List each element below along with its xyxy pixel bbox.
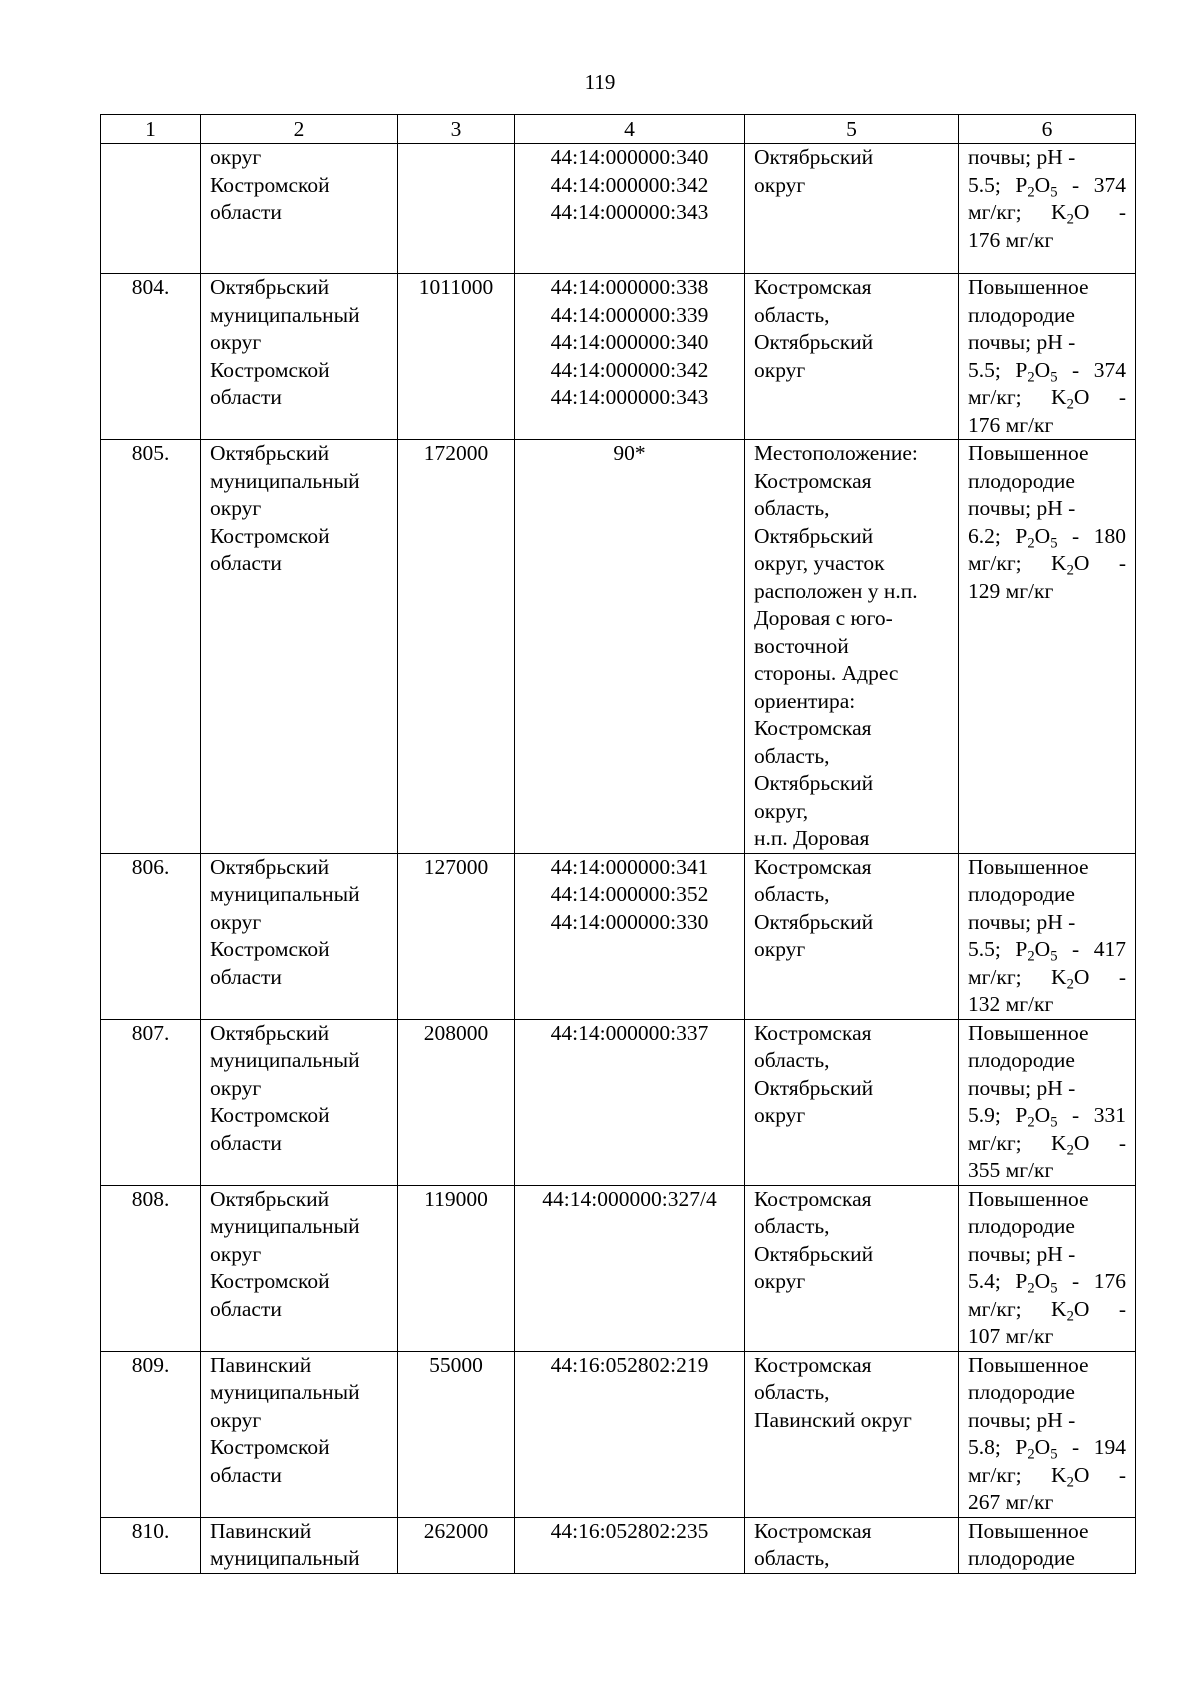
municipality-line: Октябрьский [210, 854, 330, 879]
k2o-value: 176 [968, 412, 1001, 437]
location-line: округ [754, 937, 806, 961]
municipality-line: области [210, 551, 282, 575]
p2o5-value: 374 [1093, 357, 1126, 382]
municipality-line: округ [210, 330, 262, 354]
dash: - [1072, 357, 1080, 382]
location-cell [745, 1185, 959, 1351]
location-line: Костромская [754, 1186, 872, 1211]
unit: мг/кг [1005, 1324, 1054, 1348]
ph-line [968, 329, 1126, 357]
k2o-value: 129 [968, 578, 1001, 603]
cadastral-number: 44:14:000000:343 [550, 385, 709, 409]
fertility-title: Повышенное плодородие [968, 854, 1089, 906]
fertility-cell [959, 1019, 1136, 1185]
municipality-line: муниципальный [210, 1214, 360, 1238]
area-cell [398, 274, 515, 440]
area-cell [398, 1019, 515, 1185]
ph-line [968, 909, 1126, 937]
municipality-line: Октябрьский [210, 1020, 330, 1045]
unit: мг/кг [1005, 227, 1054, 252]
table-row [101, 1517, 1136, 1573]
municipality-line: округ [210, 1407, 262, 1432]
p2o5-value: 194 [1093, 1435, 1126, 1459]
header-col-1: 1 [101, 115, 201, 144]
ph-prefix: почвы; pH - [968, 330, 1076, 354]
municipality-line: Октябрьский [210, 275, 330, 299]
k2o-value: 132 [968, 992, 1001, 1016]
municipality-line: Костромской [210, 523, 330, 548]
row-number-cell [101, 1185, 201, 1351]
fertility-title: Повышенное плодородие [968, 1186, 1089, 1238]
cadastral-number: 44:14:000000:338 [550, 275, 709, 299]
location-line: Октябрьский [754, 771, 874, 795]
location-line: Костромская [754, 1518, 872, 1543]
fertility-cell [959, 1185, 1136, 1351]
municipality-line: муниципальный [210, 1546, 360, 1570]
municipality-cell [201, 274, 398, 440]
location-line: округ, [754, 798, 809, 823]
k2o-value-line [968, 227, 1126, 255]
ph-value: 5.9; [968, 1103, 1001, 1127]
ph-prefix: почвы; pH - [968, 1241, 1076, 1266]
ph-line [968, 1075, 1126, 1103]
municipality-line: области [210, 385, 282, 409]
location-cell [745, 1351, 959, 1517]
k2o-line [968, 1462, 1126, 1490]
location-line: н.п. Доровая [754, 826, 870, 850]
k2o-value-line [968, 1323, 1126, 1351]
location-line: округ [754, 357, 806, 382]
p2o5-label: $P_2O_5$ [1015, 937, 1058, 965]
area-cell [398, 144, 515, 274]
row-number: 807. [131, 1020, 170, 1045]
location-line: Октябрьский [754, 909, 874, 934]
location-line: округ [754, 172, 806, 197]
location-line: Костромская [754, 716, 872, 740]
municipality-line: округ [210, 496, 262, 520]
fertility-title: Повышенное плодородие [968, 1518, 1089, 1570]
cadastral-number: 44:14:000000:337 [550, 1020, 709, 1045]
cadastral-cell [515, 1351, 745, 1517]
unit: мг/кг [1005, 1490, 1054, 1514]
municipality-line: Октябрьский [210, 1186, 330, 1211]
unit: мг/кг; [968, 200, 1022, 224]
cadastral-number: 44:14:000000:340 [550, 330, 709, 354]
municipality-cell [201, 1019, 398, 1185]
k2o-label: $K_2O$ [1051, 551, 1090, 579]
k2o-label: $K_2O$ [1051, 964, 1090, 992]
location-line: Костромская [754, 275, 872, 299]
municipality-cell [201, 1351, 398, 1517]
location-line: ориентира: [754, 688, 856, 713]
location-line: округ [754, 1103, 806, 1127]
dash: - [1072, 1435, 1080, 1459]
location-line: Костромская [754, 468, 872, 493]
area-value: 172000 [423, 441, 489, 465]
municipality-line: округ [210, 145, 262, 169]
p2o5-value: 176 [1093, 1269, 1126, 1293]
municipality-line: Костромской [210, 1269, 330, 1293]
cadastral-cell [515, 274, 745, 440]
ph-prefix: почвы; pH - [968, 1075, 1076, 1100]
municipality-line: Костромской [210, 1435, 330, 1459]
area-cell [398, 1351, 515, 1517]
table-row [101, 274, 1136, 440]
row-number: 810. [131, 1518, 170, 1543]
municipality-line: области [210, 1462, 282, 1487]
cadastral-number: 44:14:000000:342 [550, 172, 709, 197]
k2o-value-line [968, 991, 1126, 1019]
k2o-value-line [968, 412, 1126, 440]
fertility-cell [959, 1517, 1136, 1573]
dash: - [1118, 1130, 1126, 1155]
area-value: 1011000 [418, 275, 494, 299]
k2o-value: 107 [968, 1324, 1001, 1348]
unit: мг/кг [1005, 1158, 1054, 1182]
k2o-value: 267 [968, 1490, 1001, 1514]
location-cell [745, 1517, 959, 1573]
cadastral-cell [515, 1185, 745, 1351]
land-plots-table [100, 114, 1136, 1574]
municipality-line: муниципальный [210, 1380, 360, 1404]
cadastral-number: 44:14:000000:352 [550, 882, 709, 906]
unit: мг/кг [1005, 412, 1054, 437]
k2o-line [968, 1130, 1126, 1158]
location-line: Костромская [754, 1352, 872, 1377]
k2o-value-line [968, 578, 1126, 606]
table-header-row [101, 115, 1136, 144]
location-cell [745, 274, 959, 440]
ph-line [968, 1241, 1126, 1269]
table-row [101, 1185, 1136, 1351]
row-number-cell [101, 853, 201, 1019]
cadastral-cell [515, 440, 745, 854]
ph-p2o5-line [968, 523, 1126, 551]
ph-p2o5-line [968, 1102, 1126, 1130]
p2o5-value: 180 [1093, 523, 1126, 548]
location-line: Октябрьский [754, 330, 874, 354]
cadastral-number: 44:16:052802:235 [550, 1518, 709, 1543]
p2o5-label: $P_2O_5$ [1015, 172, 1058, 200]
row-number: 808. [131, 1186, 170, 1211]
cadastral-number: 44:14:000000:340 [550, 145, 709, 169]
unit: мг/кг [1005, 578, 1054, 603]
k2o-line [968, 384, 1126, 412]
fertility-cell [959, 440, 1136, 854]
p2o5-label: $P_2O_5$ [1015, 1435, 1058, 1463]
unit: мг/кг; [968, 964, 1022, 989]
k2o-value: 176 [968, 227, 1001, 252]
header-col-4: 4 [515, 115, 745, 144]
row-number: 806. [131, 854, 170, 879]
municipality-line: области [210, 200, 282, 224]
area-value: 262000 [423, 1518, 489, 1543]
dash: - [1118, 964, 1126, 989]
location-line: Доровая с юго- [754, 606, 893, 630]
unit: мг/кг; [968, 385, 1022, 409]
location-cell [745, 440, 959, 854]
municipality-line: муниципальный [210, 302, 360, 327]
row-number-cell [101, 440, 201, 854]
cadastral-cell [515, 1517, 745, 1573]
ph-p2o5-line [968, 936, 1126, 964]
location-line: Костромская [754, 854, 872, 879]
location-line: Октябрьский [754, 523, 874, 548]
municipality-line: Павинский [210, 1352, 312, 1377]
municipality-line: муниципальный [210, 468, 360, 493]
dash: - [1118, 1296, 1126, 1321]
k2o-label: $K_2O$ [1051, 200, 1090, 228]
k2o-line [968, 550, 1126, 578]
dash: - [1072, 172, 1080, 197]
header-col-5: 5 [745, 115, 959, 144]
dash: - [1072, 1269, 1080, 1293]
fertility-title: Повышенное плодородие [968, 441, 1089, 493]
p2o5-label: $P_2O_5$ [1015, 523, 1058, 551]
area-cell [398, 1185, 515, 1351]
ph-value: 5.5; [968, 357, 1001, 382]
k2o-value-line [968, 1157, 1126, 1185]
table-row [101, 853, 1136, 1019]
area-value: 55000 [429, 1352, 483, 1377]
municipality-line: Костромской [210, 937, 330, 961]
ph-prefix: почвы; pH - [968, 496, 1076, 520]
area-value: 127000 [423, 854, 489, 879]
table-row [101, 440, 1136, 854]
k2o-line [968, 964, 1126, 992]
location-line: Октябрьский [754, 1075, 874, 1100]
k2o-line [968, 1296, 1126, 1324]
cadastral-number: 44:14:000000:327/4 [542, 1186, 717, 1211]
municipality-line: округ [210, 1075, 262, 1100]
area-value: 208000 [423, 1020, 489, 1045]
header-col-2: 2 [201, 115, 398, 144]
municipality-line: Костромской [210, 1103, 330, 1127]
location-line: Павинский округ [754, 1407, 912, 1432]
k2o-value-line [968, 1489, 1126, 1517]
p2o5-label: $P_2O_5$ [1015, 357, 1058, 385]
fertility-title: Повышенное плодородие [968, 275, 1089, 327]
dash: - [1118, 200, 1126, 224]
location-line: Октябрьский [754, 145, 874, 169]
page-number: 119 [584, 70, 616, 94]
cadastral-number: 44:14:000000:343 [550, 200, 709, 224]
ph-line [968, 144, 1126, 172]
location-line: область, [754, 1546, 830, 1570]
dash: - [1072, 937, 1080, 961]
header-col-6: 6 [959, 115, 1136, 144]
k2o-line [968, 199, 1126, 227]
row-number-cell [101, 144, 201, 274]
ph-line [968, 1407, 1126, 1435]
cadastral-cell [515, 853, 745, 1019]
unit: мг/кг; [968, 1130, 1022, 1155]
header-col-3: 3 [398, 115, 515, 144]
location-cell [745, 144, 959, 274]
ph-value: 5.5; [968, 172, 1001, 197]
ph-value: 6.2; [968, 523, 1001, 548]
cadastral-cell [515, 1019, 745, 1185]
area-cell [398, 1517, 515, 1573]
p2o5-value: 374 [1093, 172, 1126, 197]
municipality-cell [201, 1185, 398, 1351]
municipality-line: области [210, 964, 282, 989]
ph-value: 5.8; [968, 1435, 1001, 1459]
fertility-cell [959, 853, 1136, 1019]
table-row [101, 1019, 1136, 1185]
fertility-cell [959, 274, 1136, 440]
row-number-cell [101, 1517, 201, 1573]
location-line: область, [754, 496, 830, 520]
location-line: Октябрьский [754, 1241, 874, 1266]
location-line: Местоположение: [754, 441, 918, 465]
location-line: округ, участок [754, 551, 885, 575]
municipality-line: округ [210, 909, 262, 934]
municipality-line: муниципальный [210, 882, 360, 906]
table-row [101, 1351, 1136, 1517]
location-line: округ [754, 1269, 806, 1293]
p2o5-label: $P_2O_5$ [1015, 1269, 1058, 1297]
ph-p2o5-line [968, 1434, 1126, 1462]
row-number-cell [101, 274, 201, 440]
row-number: 804. [131, 275, 170, 299]
fertility-title: Повышенное плодородие [968, 1352, 1089, 1404]
unit: мг/кг [1005, 992, 1054, 1016]
ph-prefix: почвы; pH - [968, 145, 1076, 169]
dash: - [1118, 385, 1126, 409]
row-number: 805. [131, 441, 170, 465]
row-number-cell [101, 1351, 201, 1517]
cadastral-number: 44:14:000000:342 [550, 357, 709, 382]
area-value: 119000 [424, 1186, 488, 1211]
location-line: область, [754, 1380, 830, 1404]
cadastral-number: 90* [613, 441, 646, 465]
k2o-label: $K_2O$ [1051, 1462, 1090, 1490]
area-cell [398, 440, 515, 854]
location-line: расположен у н.п. [754, 578, 918, 603]
dash: - [1072, 523, 1080, 548]
dash: - [1118, 1462, 1126, 1487]
municipality-line: области [210, 1296, 282, 1321]
cadastral-cell [515, 144, 745, 274]
municipality-cell [201, 853, 398, 1019]
row-number-cell [101, 1019, 201, 1185]
location-line: восточной [754, 633, 849, 658]
p2o5-value: 331 [1093, 1103, 1126, 1127]
location-line: область, [754, 1214, 830, 1238]
ph-p2o5-line [968, 357, 1126, 385]
ph-value: 5.5; [968, 937, 1001, 961]
cadastral-number: 44:14:000000:341 [550, 854, 709, 879]
ph-line [968, 495, 1126, 523]
cadastral-number: 44:14:000000:330 [550, 909, 709, 934]
municipality-line: муниципальный [210, 1048, 360, 1072]
ph-prefix: почвы; pH - [968, 909, 1076, 934]
fertility-cell [959, 1351, 1136, 1517]
dash: - [1118, 551, 1126, 575]
municipality-cell [201, 440, 398, 854]
dash: - [1072, 1103, 1080, 1127]
location-line: область, [754, 1048, 830, 1072]
location-line: стороны. Адрес [754, 661, 899, 685]
location-line: Костромская [754, 1020, 872, 1045]
location-cell [745, 1019, 959, 1185]
ph-p2o5-line [968, 172, 1126, 200]
municipality-line: области [210, 1130, 282, 1155]
municipality-cell [201, 144, 398, 274]
municipality-line: Павинский [210, 1518, 312, 1543]
row-number: 809. [131, 1352, 170, 1377]
k2o-value: 355 [968, 1158, 1001, 1182]
p2o5-label: $P_2O_5$ [1015, 1103, 1058, 1131]
unit: мг/кг; [968, 1462, 1022, 1487]
fertility-title: Повышенное плодородие [968, 1020, 1089, 1072]
municipality-line: Костромской [210, 172, 330, 197]
municipality-cell [201, 1517, 398, 1573]
ph-prefix: почвы; pH - [968, 1407, 1076, 1432]
unit: мг/кг; [968, 551, 1022, 575]
municipality-line: Костромской [210, 357, 330, 382]
ph-value: 5.4; [968, 1269, 1001, 1293]
municipality-line: округ [210, 1241, 262, 1266]
p2o5-value: 417 [1093, 937, 1126, 961]
cadastral-number: 44:16:052802:219 [550, 1352, 709, 1377]
k2o-label: $K_2O$ [1051, 1130, 1090, 1158]
location-line: область, [754, 302, 830, 327]
k2o-label: $K_2O$ [1051, 385, 1090, 413]
fertility-cell [959, 144, 1136, 274]
k2o-label: $K_2O$ [1051, 1296, 1090, 1324]
unit: мг/кг; [968, 1296, 1022, 1321]
location-cell [745, 853, 959, 1019]
table-row [101, 144, 1136, 274]
location-line: область, [754, 882, 830, 906]
area-cell [398, 853, 515, 1019]
location-line: область, [754, 743, 830, 768]
cadastral-number: 44:14:000000:339 [550, 302, 709, 327]
municipality-line: Октябрьский [210, 441, 330, 465]
ph-p2o5-line [968, 1268, 1126, 1296]
